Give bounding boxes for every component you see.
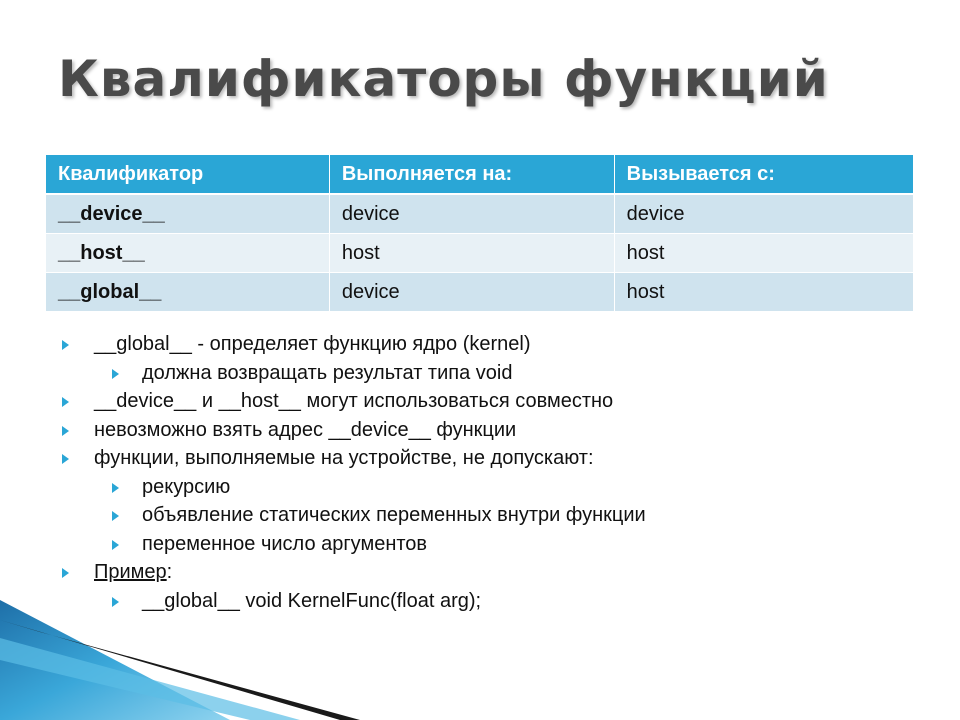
- table-row: [46, 234, 914, 273]
- bullet-text: невозможно взять адрес __device__ функции: [94, 418, 517, 441]
- corner-decoration: [0, 580, 420, 720]
- table-row: [46, 194, 914, 234]
- cell-executes-on: device: [329, 194, 614, 234]
- example-colon: :: [166, 561, 173, 583]
- triangle-arrow-icon: [112, 483, 119, 493]
- triangle-arrow-icon: [62, 397, 69, 407]
- sub-bullet-item: [60, 501, 646, 530]
- triangle-arrow-icon: [62, 340, 69, 350]
- bullet-text: должна возвращать результат типа void: [142, 361, 513, 384]
- bullet-item: [60, 444, 646, 473]
- bullet-text: объявление статических переменных внутри функции: [142, 504, 646, 526]
- cell-called-from: host: [614, 234, 913, 273]
- table-header-row: [46, 155, 914, 194]
- example-link[interactable]: Пример: [94, 561, 167, 583]
- header-called-from: Вызывается с:: [614, 155, 913, 194]
- bullet-item: [60, 387, 646, 416]
- cell-called-from: host: [614, 273, 913, 312]
- sub-bullet-item: [60, 473, 646, 502]
- table-row: [46, 273, 914, 312]
- triangle-arrow-icon: [62, 568, 69, 578]
- cell-executes-on: device: [329, 273, 614, 312]
- bullet-text: __global__ - определяет функцию ядро (kernel): [94, 333, 531, 355]
- cell-called-from: device: [614, 194, 913, 234]
- cell-qualifier: __global__: [46, 273, 329, 312]
- cell-executes-on: host: [329, 234, 614, 273]
- triangle-arrow-icon: [62, 426, 69, 436]
- bullet-text: функции, выполняемые на устройстве, не допускают:: [94, 447, 594, 469]
- triangle-arrow-icon: [112, 511, 119, 521]
- sub-bullet-item: [60, 530, 646, 559]
- triangle-arrow-icon: [112, 540, 119, 550]
- bullet-text: рекурсию: [142, 475, 231, 498]
- triangle-arrow-icon: [112, 369, 119, 379]
- sub-bullet-item: [60, 359, 646, 388]
- cell-qualifier: __device__: [46, 194, 329, 234]
- qualifiers-table: [46, 155, 914, 312]
- header-qualifier: Квалификатор: [46, 155, 329, 194]
- bullet-item: [60, 416, 646, 445]
- triangle-arrow-icon: [62, 454, 69, 464]
- bullet-text: __device__ и __host__ могут использоваться совместно: [94, 390, 614, 412]
- header-executes-on: Выполняется на:: [329, 155, 614, 194]
- bullet-list: [60, 330, 646, 615]
- cell-qualifier: __host__: [46, 234, 329, 273]
- code-example: __global__ void KernelFunc(float arg);: [142, 589, 482, 612]
- bullet-item: [60, 330, 646, 359]
- bullet-text: переменное число аргументов: [142, 532, 428, 555]
- slide-title: Квалификаторы функций: [58, 50, 829, 108]
